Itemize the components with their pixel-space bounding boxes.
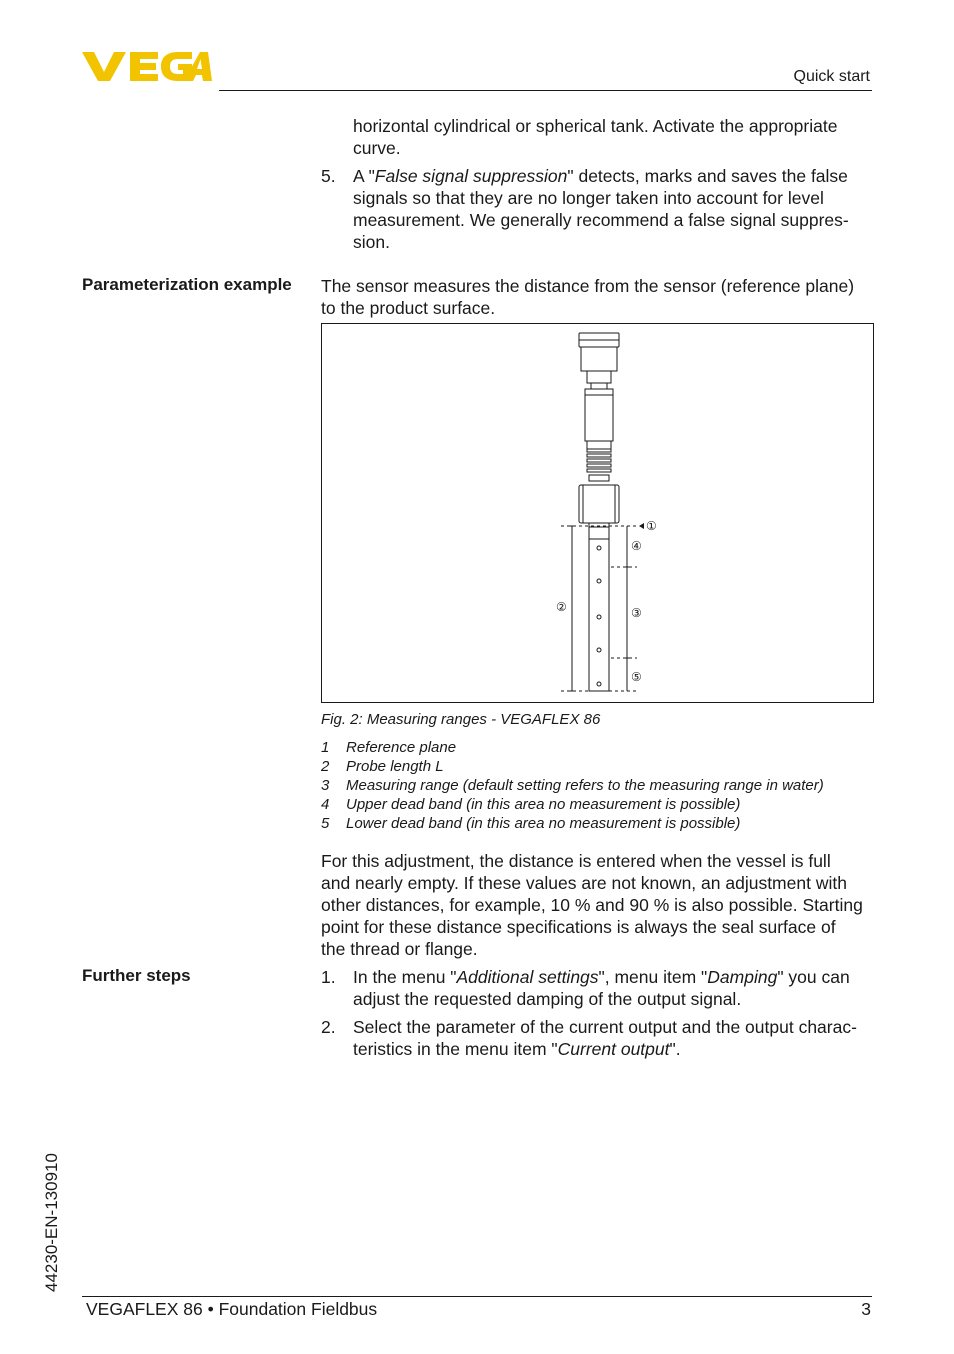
text-line: signals so that they are no longer taken into account for level: [353, 188, 824, 208]
text-line: Select the parameter of the current output and the output charac-: [353, 1017, 857, 1037]
text-line: point for these distance specifications is always the seal surface of: [321, 917, 836, 937]
list-text: [353, 165, 849, 253]
menu-term: Damping: [707, 967, 778, 987]
text-line: A "False signal suppression" detects, marks and saves the false: [353, 166, 848, 186]
text-line: the thread or flange.: [321, 939, 478, 959]
callout-1: ①: [646, 519, 657, 533]
callout-2: ②: [556, 600, 567, 614]
list-number: 2.: [321, 1017, 336, 1037]
side-heading-further-steps: Further steps: [82, 966, 191, 985]
menu-term: Additional settings: [456, 967, 599, 987]
section-title: Quick start: [793, 68, 870, 85]
text-line: curve.: [353, 138, 401, 158]
further-steps-item-1: [321, 966, 871, 1010]
text-line: For this adjustment, the distance is entered when the vessel is full: [321, 851, 831, 871]
header-divider: [219, 90, 872, 91]
text-line: teristics in the menu item "Current output".: [353, 1039, 681, 1059]
callout-3: ③: [631, 606, 642, 620]
document-number: 44230-EN-130910: [42, 1153, 61, 1292]
menu-term: False signal suppression: [374, 166, 568, 186]
measuring-range-diagram: [321, 323, 874, 703]
menu-term: Current output: [557, 1039, 670, 1059]
list-text: [353, 966, 850, 1010]
figure-caption: Fig. 2: Measuring ranges - VEGAFLEX 86: [321, 711, 601, 728]
parameterization-text: [321, 275, 854, 319]
text-line: horizontal cylindrical or spherical tank. Activate the appropriate: [353, 116, 838, 136]
text-line: sion.: [353, 232, 390, 252]
text-line: measurement. We generally recommend a false signal suppres-: [353, 210, 849, 230]
text-line: other distances, for example, 10 % and 90 % is also possible. Starting: [321, 895, 863, 915]
text-line: The sensor measures the distance from the sensor (reference plane): [321, 276, 855, 296]
list-item-5: [321, 165, 871, 253]
further-steps-item-2: [321, 1016, 871, 1060]
text-line: and nearly empty. If these values are not known, an adjustment with: [321, 873, 847, 893]
text-line: In the menu "Additional settings", menu item "Damping" you can: [353, 967, 850, 987]
page-number: 3: [861, 1299, 871, 1319]
callout-4: ④: [631, 539, 642, 553]
list-number: 1.: [321, 967, 336, 987]
vega-logo: [82, 48, 212, 84]
text-line: to the product surface.: [321, 298, 496, 318]
footer-divider: [82, 1296, 872, 1297]
adjustment-paragraph: [321, 850, 863, 960]
callout-5: ⑤: [631, 670, 642, 684]
list-item-continuation: [353, 115, 837, 159]
text-line: adjust the requested damping of the output signal.: [353, 989, 742, 1009]
side-heading-parameterization: Parameterization example: [82, 275, 292, 294]
list-number: 5.: [321, 166, 336, 186]
list-text: [353, 1016, 857, 1060]
footer-product: VEGAFLEX 86 • Foundation Fieldbus: [86, 1299, 378, 1319]
